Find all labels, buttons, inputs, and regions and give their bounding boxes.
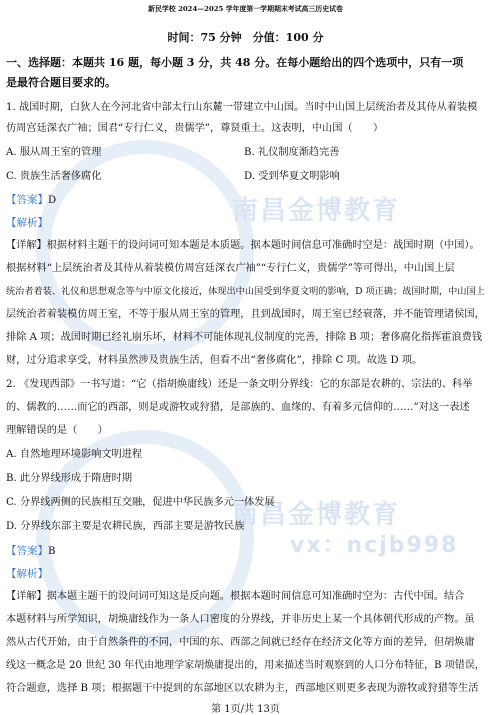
answer-tag: 【答案】 [6, 194, 48, 206]
detail-line: 排除 A 项；战国时期已经礼崩乐坏，材料不可能体现礼仪制度的完善，排除 B 项；奢侈腐化指挥霍浪费钱 [6, 332, 483, 343]
answer-line [6, 544, 56, 559]
detail-line: 本题材料与所学知识，胡焕庸线作为一条人口密度的分界线，并非历史上某一个具体朝代形成的产物。虽 [6, 614, 475, 625]
detail-line: 财，过分追求享受，材料虽然涉及贵族生活，但看不出“奢侈腐化”，排除 C 项。故选 D 项。 [6, 355, 423, 366]
detail-tag: 【详解】 [6, 591, 47, 602]
detail-line: 然从古代开始，由于自然条件的不同，中国的东、西部之间就已经存在经济文化等方面的差异，但胡焕庸 [6, 637, 475, 648]
question-stem: 仿周宫廷深衣广袖；国君“专行仁义，贵儒学”，尊贤重士。这表明，中山国（ ） [6, 123, 384, 134]
page-footer: 第 1页/共 13页 [211, 704, 280, 715]
detail-line: 【详解】根据材料主题干的设问词可知本题是本质题。据本题时间信息可准确时空是：战国时期（中国）。 [6, 240, 480, 251]
option-c: C. 贵族生活奢侈腐化 [6, 171, 102, 182]
analysis-tag: 【解析】 [6, 568, 48, 580]
option-d: D. 分界线东部主要是农耕民族，西部主要是游牧民族 [6, 521, 245, 532]
analysis-line [6, 567, 48, 582]
option-a: A. 服从周王室的管理 [6, 147, 102, 158]
page-title: 新民学校 2024—2025 学年度第一学期期末考试高三历史试卷 [148, 5, 343, 13]
question-stem: 2. 《发现西部》一书写道：“它（指胡焕庸线）还是一条文明分界线：它的东部是农耕的、宗法的、科举 [6, 379, 473, 390]
answer-value: D [48, 195, 57, 206]
option-c: C. 分界线两侧的民族相互交融，促进中华民族多元一体发展 [6, 497, 275, 508]
detail-line: 线这一概念是 20 世纪 30 年代由地理学家胡焕庸提出的，用来描述当时观察到的人口分布特征，B 项错误， [6, 660, 485, 671]
watermark-text: 南昌金博教育 [232, 500, 401, 530]
section-heading: 是最符合题目要求的。 [6, 76, 116, 89]
question-stem: 1. 战国时期，白狄人在今河北省中部太行山东麓一带建立中山国。当时中山国上层统治者及其侍从着装模 [6, 102, 478, 113]
option-b: B. 此分界线形成于隋唐时期 [6, 473, 133, 484]
answer-tag: 【答案】 [6, 545, 48, 557]
detail-line: 符合题意，选择 B 项；根据题干中提到的东部地区以农耕为主，西部地区则更多表现为游牧或狩猎等生活 [6, 683, 479, 694]
section-heading: 一、选择题：本题共 16 题，每小题 3 分，共 48 分。在每小题给出的四个选项中，只有一项 [6, 56, 464, 69]
detail-line: 【详解】据本题主题干的设问词可知这是反向题。根据本题时间信息可知准确时空为：古代中国。结合 [6, 591, 465, 602]
answer-line [6, 193, 56, 208]
question-stem: 的、儒教的……而它的西部，则是或游牧或狩猎，是部族的、血缘的、有着多元信仰的……”对这一表述 [6, 402, 470, 413]
analysis-line [6, 216, 48, 231]
question-stem: 理解错误的是（ ） [6, 425, 108, 436]
exam-info: 时间：75 分钟 分值：100 分 [167, 31, 324, 44]
watermark-text: 南昌金博教育 [232, 196, 401, 226]
option-a: A. 自然地理环境影响文明进程 [6, 449, 143, 460]
option-b: B. 礼仪制度渐趋完善 [244, 147, 340, 158]
detail-line: 统治者着装、礼仪和思想观念等与中原文化接近，体现出中山国受到华夏文明的影响，D 项正确；战国时期，中山国上 [6, 286, 485, 297]
detail-line: 层统治者着装模仿周王室，不等于服从周王室的管理，且到战国时，周王室已经衰落，并不能管理诸侯国， [6, 309, 485, 320]
answer-value: B [48, 546, 56, 557]
option-d: D. 受到华夏文明影响 [244, 171, 340, 182]
watermark-contact: vx：ncjb998 [290, 533, 459, 558]
analysis-tag: 【解析】 [6, 217, 48, 229]
detail-line: 根据材料“上层统治者及其侍从着装模仿周宫廷深衣广袖”“专行仁义，贵儒学”等可得出，中山国上层 [6, 263, 455, 274]
detail-tag: 【详解】 [6, 240, 47, 251]
